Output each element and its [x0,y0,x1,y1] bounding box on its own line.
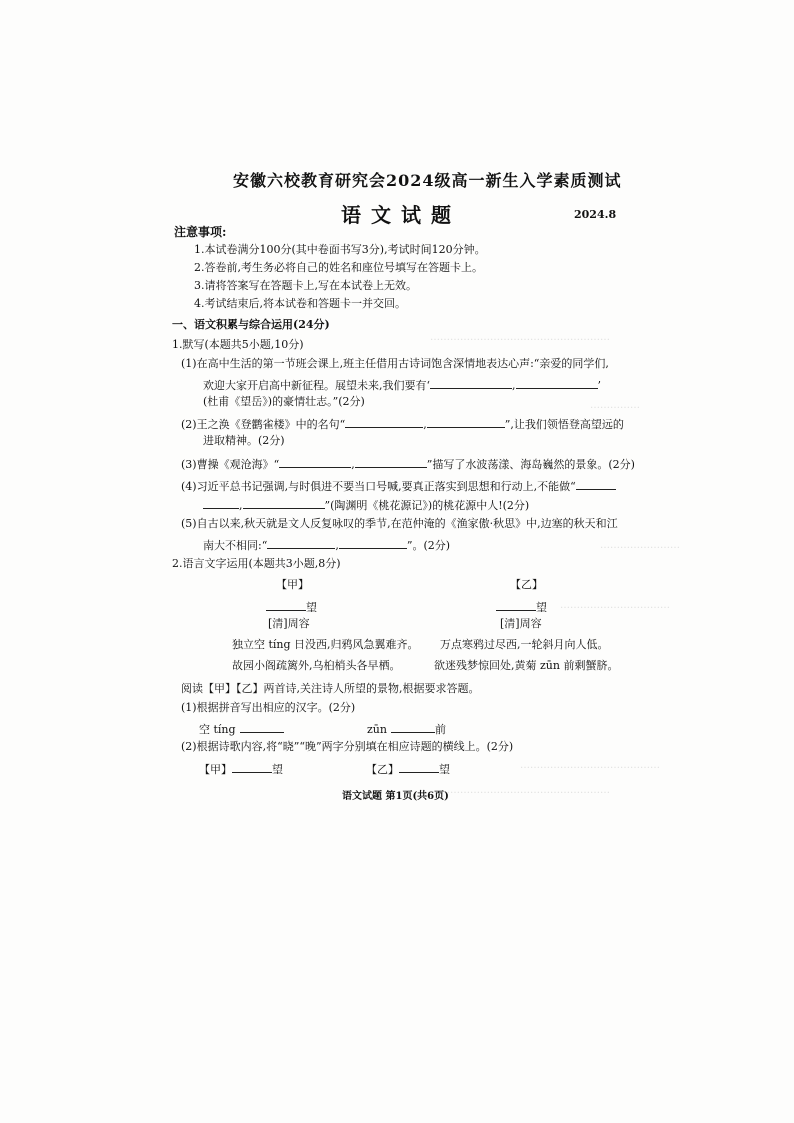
notice-item-3: 3.请将答案写在答题卡上,写在本试卷上无效。 [194,279,417,292]
exam-page: ……………………………………………… …………… …………………… …………………………… …………………………………… …………………………………………… 安徽六校教育研究会2024级高一新生入学素质测试 语文试题 2024.8 注意事项: 1.本试卷满分100分(其中卷面书写3分),考试时间120分钟。 2.答卷前,考生务必将自己的姓名和座位号填写在答题卡上。 3.请将答案写在答题卡上,写在本试卷上无效。 4.考试结束后,将本试卷和答题卡一并交回。 一、语文积累与综合运用(24分) 1.默写(本题共5小题,10分) (1)在高中生活的第一节班会课上,班主任借用古诗词饱含深情地表达心声:“亲爱的同学们, 欢迎大家开启高中新征程。展望未来,我们要有‘ , ’ (杜甫《望岳》)的豪情壮志。”(2分) (2)王之涣《登鹳雀楼》中的名句“ , ”,让我们领悟登高望远的 进取精神。(2分) (3)曹操《观沧海》“ , ”描写了水波荡漾、海岛巍然的景象。(2分) (4)习近平总书记强调,与时俱进不要当口号喊,要真正落实到思想和行动上,不能做“ , ”(陶渊明《桃花源记》)的桃花源中人!(2分) (5)自古以来,秋天就是文人反复咏叹的季节,在范仲淹的《渔家傲·秋思》中,边塞的秋天和江 南大不相同:“ , ”。(2分) 2.语言文字运用(本题共3小题,8分) 【甲】 望 [清]周容 独立空 tíng 日没西,归鸦风急翼难齐。 故园小阁疏篱外,乌桕梢头各早栖。 【乙】 望 [清]周容 万点寒鸦过尽西,一轮斜月向人低。 欲迷残梦惊回处,黄菊 zūn 前剩蟹脐。 阅读【甲】【乙】两首诗,关注诗人所望的景物,根据要求答题。 (1)根据拼音写出相应的汉字。(2分) 空 tíng zūn 前 (2)根据诗歌内容,将“晓”“晚”两字分别填在相应诗题的横线上。(2分) 【甲】 望 【乙】 望 语文试题 第1页(共6页) [0,0,794,1123]
pinyin-zun: zūn [367,723,387,736]
question-1-2-line-b: 进取精神。(2分) [203,434,285,447]
question-1-3-text-after: ”描写了水波荡漾、海岛巍然的景象。(2分) [426,458,635,471]
question-1-3-text: (3)曹操《观沧海》“ [181,458,280,471]
answer-blank[interactable] [576,477,616,490]
question-1-5-line-a: (5)自古以来,秋天就是文人反复咏叹的季节,在范仲淹的《渔家傲·秋思》中,边塞的秋天和江 [181,517,618,530]
exam-title: 安徽六校教育研究会2024级高一新生入学素质测试 [233,171,622,190]
poem-jia-label: 【甲】 [276,578,309,591]
answer-blank[interactable] [355,455,427,468]
question-1-4-text-after: ”(陶渊明《桃花源记》)的桃花源中人!(2分) [324,499,530,512]
notice-heading: 注意事项: [174,225,227,239]
blank-separator: , [512,379,516,392]
question-1-1-line-c: (杜甫《望岳》)的豪情壮志。”(2分) [203,395,365,408]
answer-blank[interactable] [427,415,505,428]
question-1-3-line [181,455,635,472]
subject-title: 语文试题 [341,203,461,227]
question-1-5-text: 南大不相同:“ [203,539,268,552]
answer-blank[interactable] [203,496,239,509]
poem-yi-label: 【乙】 [510,578,543,591]
blank-separator: , [423,418,427,431]
answer-blank[interactable] [232,760,272,773]
notice-item-2: 2.答卷前,考生务必将自己的姓名和座位号填写在答题卡上。 [194,261,483,274]
answer-blank[interactable] [243,496,325,509]
poem-yi-title [496,598,547,615]
answer-jia-label: 【甲】 [199,763,232,776]
blank-separator: , [335,539,339,552]
poem-yi-line-1: 万点寒鸦过尽西,一轮斜月向人低。 [440,638,609,651]
poem-jia-line-1: 独立空 tíng 日没西,归鸦风急翼难齐。 [232,638,419,651]
question-2-heading: 2.语言文字运用(本题共3小题,8分) [172,557,341,570]
answer-blank[interactable] [240,720,284,733]
question-1-4-text: (4)习近平总书记强调,与时俱进不要当口号喊,要真正落实到思想和行动上,不能做“ [181,480,576,493]
poem-jia-author: [清]周容 [268,617,310,630]
question-2-intro: 阅读【甲】【乙】两首诗,关注诗人所望的景物,根据要求答题。 [181,682,480,695]
closing-quote: ’ [597,379,601,392]
answer-blank[interactable] [516,376,598,389]
question-1-5-text-after: ”。(2分) [406,539,451,552]
answer-jia-after: 望 [272,763,283,776]
question-1-1-text: 欢迎大家开启高中新征程。展望未来,我们要有‘ [203,379,430,392]
answer-blank[interactable] [279,455,351,468]
question-1-4-line-a [181,477,616,494]
question-2-1-answer-b [367,720,446,737]
notice-item-4: 4.考试结束后,将本试卷和答题卡一并交回。 [194,297,406,310]
question-1-heading: 1.默写(本题共5小题,10分) [172,338,304,351]
question-1-4-line-b [203,496,529,513]
poem-yi-title-text: 望 [536,601,547,614]
answer-blank[interactable] [266,598,306,611]
exam-date: 2024.8 [574,208,617,221]
answer-blank[interactable] [391,720,435,733]
section-heading: 一、语文积累与综合运用(24分) [172,318,330,331]
answer-blank[interactable] [399,760,439,773]
poem-jia-title-text: 望 [306,601,317,614]
answer-blank[interactable] [339,536,407,549]
blank-separator: , [239,499,243,512]
poem-jia-line-2: 故园小阁疏篱外,乌桕梢头各早栖。 [232,659,401,672]
answer-blank[interactable] [430,376,512,389]
question-1-1-line-a: (1)在高中生活的第一节班会课上,班主任借用古诗词饱含深情地表达心声:“亲爱的同学们, [181,357,609,370]
answer-yi-after: 望 [439,763,450,776]
blank-separator: , [351,458,355,471]
question-1-2-text-after: ”,让我们领悟登高望远的 [504,418,624,431]
question-2-2-answer-yi [366,760,450,777]
question-1-5-line-b [203,536,450,553]
page-footer: 语文试题 第1页(共6页) [342,791,449,802]
poem-yi-line-2: 欲迷残梦惊回处,黄菊 zūn 前剩蟹脐。 [434,659,619,672]
question-2-1: (1)根据拼音写出相应的汉字。(2分) [181,701,356,714]
answer-blank[interactable] [267,536,335,549]
question-1-1-line-b [203,376,601,393]
pinyin-zun-after: 前 [434,723,446,736]
question-1-2-line-a [181,415,624,432]
question-2-2: (2)根据诗歌内容,将“晓”“晚”两字分别填在相应诗题的横线上。(2分) [181,740,514,753]
pinyin-ting: 空 tíng [199,723,236,736]
notice-item-1: 1.本试卷满分100分(其中卷面书写3分),考试时间120分钟。 [194,243,486,256]
question-1-2-text: (2)王之涣《登鹳雀楼》中的名句“ [181,418,346,431]
answer-yi-label: 【乙】 [366,763,399,776]
answer-blank[interactable] [496,598,536,611]
answer-blank[interactable] [345,415,423,428]
question-2-1-answer-a [199,720,284,737]
poem-jia-title [266,598,317,615]
poem-yi-author: [清]周容 [500,617,542,630]
question-2-2-answer-jia [199,760,283,777]
